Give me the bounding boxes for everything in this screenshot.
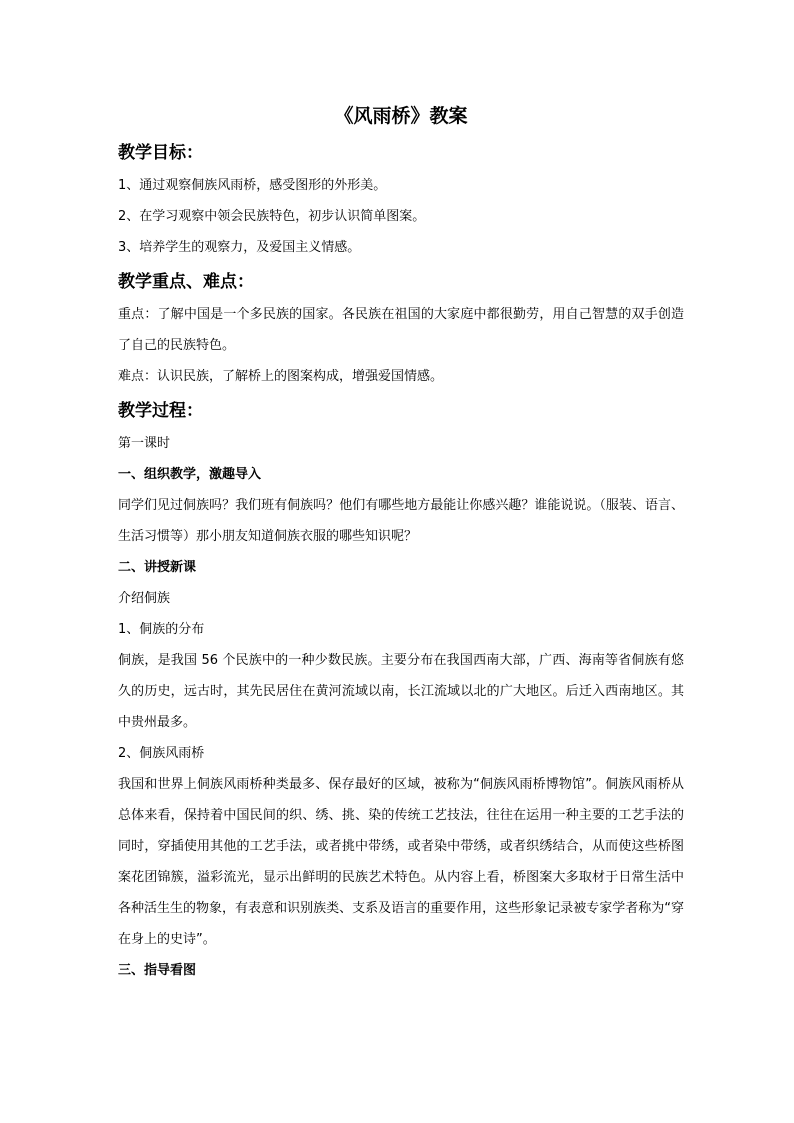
- document-title: 《风雨桥》教案: [334, 105, 468, 127]
- intro-label: 介绍侗族: [118, 591, 171, 606]
- objective-item: 1、通过观察侗族风雨桥，感受图形的外形美。: [118, 178, 387, 193]
- sub2-heading: 2、侗族风雨桥: [118, 746, 205, 761]
- sub1-heading: 1、侗族的分布: [118, 622, 205, 637]
- lesson-label: 第一课时: [118, 436, 171, 451]
- key-point-text: 重点：了解中国是一个多民族的国家。各民族在祖国的大家庭中都很勤劳，用自己智慧的双手创造了自己的民族特色。: [118, 307, 684, 353]
- difficult-point-text: 难点：认识民族，了解桥上的图案构成，增强爱国情感。: [118, 369, 444, 384]
- sub1-text: 侗族，是我国 56 个民族中的一种少数民族。主要分布在我国西南大部，广西、海南等省侗族有悠久的历史，远古时，其先民居住在黄河流域以南，长江流域以北的广大地区。后迁入西南地区。其中贵州最多。: [118, 653, 684, 730]
- objective-item: 2、在学习观察中领会民族特色，初步认识简单图案。: [118, 209, 426, 224]
- part3-heading: 三、指导看图: [118, 963, 197, 978]
- objectives-heading: 教学目标：: [118, 143, 203, 163]
- part1-heading: 一、组织教学，激趣导入: [118, 467, 262, 482]
- process-heading: 教学过程：: [118, 401, 203, 421]
- sub2-text: 我国和世界上侗族风雨桥种类最多、保存最好的区域，被称为“侗族风雨桥博物馆”。侗族风雨桥从总体来看，保持着中国民间的织、绣、挑、染的传统工艺技法，往往在运用一种主要的工艺手法的同时，穿插使用其他的工艺手法，或者挑中带绣，或者染中带绣，或者织绣结合，从而使这些桥图案花团锦簇，溢彩流光，显示出鲜明的民族艺术特色。从内容上看，桥图案大多取材于日常生活中各种活生生的物象，有表意和识别族类、支系及语言的重要作用，这些形象记录被专家学者称为“穿在身上的史诗”。: [118, 777, 684, 947]
- key-points-heading: 教学重点、难点：: [118, 272, 254, 292]
- part2-heading: 二、讲授新课: [118, 560, 197, 575]
- objective-item: 3、培养学生的观察力，及爱国主义情感。: [118, 240, 361, 255]
- part1-text: 同学们见过侗族吗？我们班有侗族吗？他们有哪些地方最能让你感兴趣？谁能说说。（服装、语言、生活习惯等）那小朋友知道侗族衣服的哪些知识呢？: [118, 498, 684, 544]
- document-page: [118, 100, 684, 986]
